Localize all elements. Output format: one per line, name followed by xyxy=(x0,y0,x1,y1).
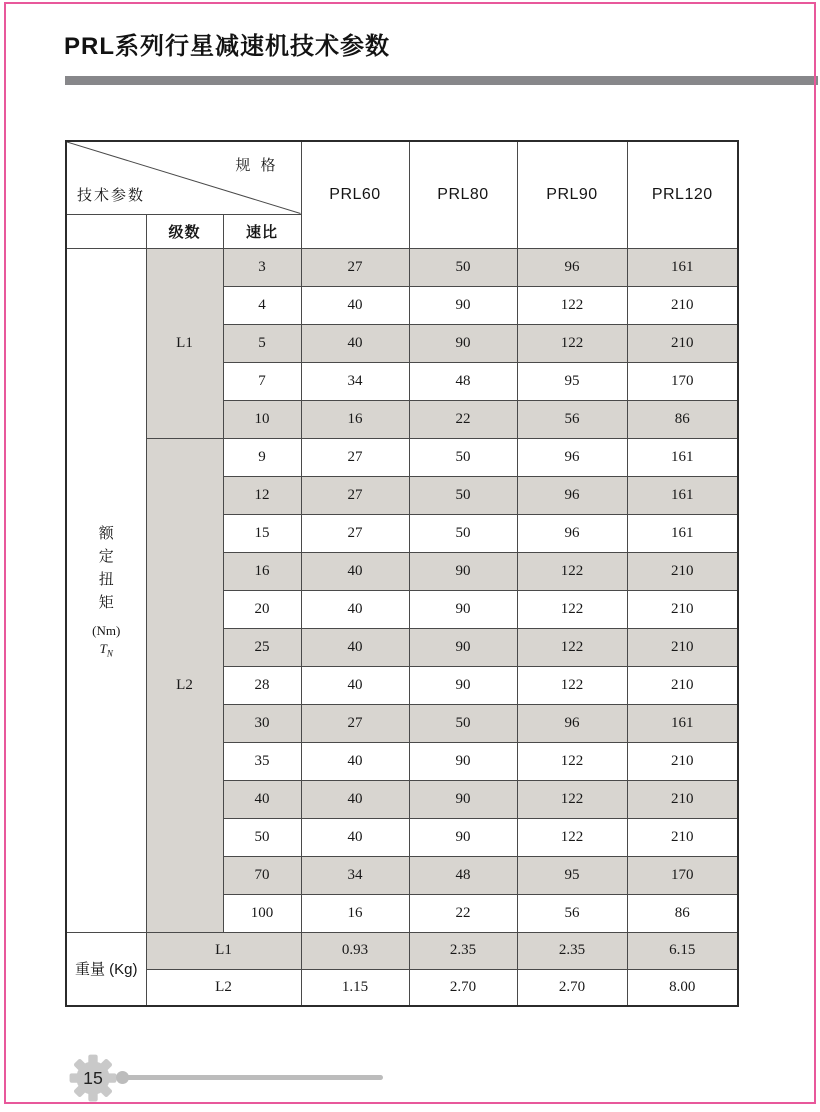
weight-value-cell: 8.00 xyxy=(627,969,738,1006)
ratio-cell: 7 xyxy=(223,362,301,400)
value-cell: 40 xyxy=(301,590,409,628)
ratio-cell: 16 xyxy=(223,552,301,590)
value-cell: 56 xyxy=(517,400,627,438)
value-cell: 210 xyxy=(627,742,738,780)
value-cell: 34 xyxy=(301,362,409,400)
ratio-cell: 28 xyxy=(223,666,301,704)
value-cell: 90 xyxy=(409,286,517,324)
ratio-cell: 10 xyxy=(223,400,301,438)
weight-value-cell: 2.70 xyxy=(409,969,517,1006)
stage-cell-l2: L2 xyxy=(146,438,223,932)
column-header-prl90: PRL90 xyxy=(517,141,627,248)
value-cell: 90 xyxy=(409,780,517,818)
value-cell: 122 xyxy=(517,324,627,362)
value-cell: 40 xyxy=(301,628,409,666)
value-cell: 122 xyxy=(517,552,627,590)
value-cell: 50 xyxy=(409,476,517,514)
value-cell: 22 xyxy=(409,400,517,438)
value-cell: 96 xyxy=(517,248,627,286)
value-cell: 48 xyxy=(409,856,517,894)
page-number: 15 xyxy=(83,1068,103,1089)
weight-row xyxy=(66,969,738,1006)
value-cell: 161 xyxy=(627,438,738,476)
value-cell: 27 xyxy=(301,248,409,286)
value-cell: 95 xyxy=(517,362,627,400)
value-cell: 122 xyxy=(517,628,627,666)
value-cell: 122 xyxy=(517,286,627,324)
value-cell: 48 xyxy=(409,362,517,400)
tech-param-label: 技术参数 xyxy=(77,186,146,204)
weight-row xyxy=(66,932,738,969)
weight-value-cell: 6.15 xyxy=(627,932,738,969)
column-header-prl80: PRL80 xyxy=(409,141,517,248)
ratio-cell: 12 xyxy=(223,476,301,514)
weight-stage-cell: L2 xyxy=(146,969,301,1006)
value-cell: 27 xyxy=(301,438,409,476)
ratio-cell: 5 xyxy=(223,324,301,362)
value-cell: 40 xyxy=(301,780,409,818)
weight-value-cell: 2.35 xyxy=(517,932,627,969)
stage-header: 级数 xyxy=(146,214,223,248)
corner-cell xyxy=(66,141,301,214)
value-cell: 161 xyxy=(627,704,738,742)
value-cell: 50 xyxy=(409,514,517,552)
value-cell: 90 xyxy=(409,552,517,590)
value-cell: 95 xyxy=(517,856,627,894)
ratio-cell: 50 xyxy=(223,818,301,856)
ratio-cell: 100 xyxy=(223,894,301,932)
value-cell: 27 xyxy=(301,476,409,514)
value-cell: 16 xyxy=(301,894,409,932)
ratio-cell: 9 xyxy=(223,438,301,476)
page-title: PRL系列行星减速机技术参数 xyxy=(64,33,390,60)
value-cell: 40 xyxy=(301,286,409,324)
footer-decorative-line xyxy=(124,1075,383,1080)
value-cell: 210 xyxy=(627,666,738,704)
value-cell: 161 xyxy=(627,248,738,286)
value-cell: 90 xyxy=(409,666,517,704)
table-row xyxy=(66,438,738,476)
value-cell: 210 xyxy=(627,324,738,362)
value-cell: 40 xyxy=(301,324,409,362)
value-cell: 210 xyxy=(627,590,738,628)
spec-table xyxy=(65,140,739,1007)
value-cell: 27 xyxy=(301,704,409,742)
value-cell: 50 xyxy=(409,248,517,286)
value-cell: 170 xyxy=(627,856,738,894)
value-cell: 86 xyxy=(627,894,738,932)
value-cell: 16 xyxy=(301,400,409,438)
ratio-cell: 4 xyxy=(223,286,301,324)
ratio-cell: 35 xyxy=(223,742,301,780)
value-cell: 96 xyxy=(517,476,627,514)
value-cell: 210 xyxy=(627,286,738,324)
value-cell: 96 xyxy=(517,438,627,476)
ratio-cell: 25 xyxy=(223,628,301,666)
torque-row-label-cell xyxy=(66,248,146,932)
value-cell: 161 xyxy=(627,476,738,514)
value-cell: 90 xyxy=(409,628,517,666)
value-cell: 122 xyxy=(517,590,627,628)
ratio-header: 速比 xyxy=(223,214,301,248)
value-cell: 122 xyxy=(517,666,627,704)
spec-header-label: 规 格 xyxy=(235,157,279,174)
column-header-prl60: PRL60 xyxy=(301,141,409,248)
weight-value-cell: 0.93 xyxy=(301,932,409,969)
stage-cell-l1: L1 xyxy=(146,248,223,438)
value-cell: 90 xyxy=(409,590,517,628)
torque-symbol: $T_N$ xyxy=(99,640,113,659)
value-cell: 90 xyxy=(409,324,517,362)
weight-label-cell: 重量 (Kg) xyxy=(66,932,146,1006)
weight-stage-cell: L1 xyxy=(146,932,301,969)
value-cell: 96 xyxy=(517,514,627,552)
weight-value-cell: 1.15 xyxy=(301,969,409,1006)
ratio-cell: 70 xyxy=(223,856,301,894)
value-cell: 90 xyxy=(409,742,517,780)
ratio-cell: 15 xyxy=(223,514,301,552)
ratio-cell: 3 xyxy=(223,248,301,286)
value-cell: 50 xyxy=(409,704,517,742)
value-cell: 96 xyxy=(517,704,627,742)
value-cell: 170 xyxy=(627,362,738,400)
value-cell: 210 xyxy=(627,818,738,856)
blank-header-cell xyxy=(66,214,146,248)
torque-label: 额定扭矩 xyxy=(98,524,114,612)
value-cell: 40 xyxy=(301,666,409,704)
value-cell: 50 xyxy=(409,438,517,476)
value-cell: 122 xyxy=(517,818,627,856)
value-cell: 40 xyxy=(301,818,409,856)
weight-value-cell: 2.35 xyxy=(409,932,517,969)
value-cell: 122 xyxy=(517,780,627,818)
value-cell: 22 xyxy=(409,894,517,932)
value-cell: 161 xyxy=(627,514,738,552)
ratio-cell: 30 xyxy=(223,704,301,742)
table-row xyxy=(66,248,738,286)
page-number-gear-icon xyxy=(68,1053,118,1103)
value-cell: 122 xyxy=(517,742,627,780)
ratio-cell: 20 xyxy=(223,590,301,628)
table-header-row xyxy=(66,141,738,214)
ratio-cell: 40 xyxy=(223,780,301,818)
value-cell: 210 xyxy=(627,628,738,666)
value-cell: 90 xyxy=(409,818,517,856)
value-cell: 86 xyxy=(627,400,738,438)
value-cell: 40 xyxy=(301,552,409,590)
value-cell: 210 xyxy=(627,552,738,590)
value-cell: 34 xyxy=(301,856,409,894)
value-cell: 56 xyxy=(517,894,627,932)
value-cell: 40 xyxy=(301,742,409,780)
title-underline-bar xyxy=(65,76,818,85)
torque-unit: (Nm) xyxy=(92,622,121,638)
column-header-prl120: PRL120 xyxy=(627,141,738,248)
value-cell: 27 xyxy=(301,514,409,552)
value-cell: 210 xyxy=(627,780,738,818)
weight-value-cell: 2.70 xyxy=(517,969,627,1006)
